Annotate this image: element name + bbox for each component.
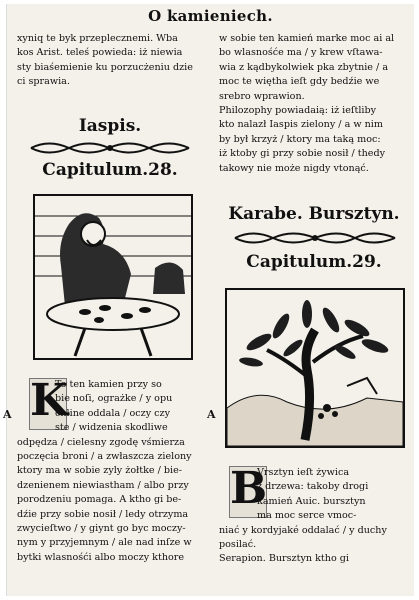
right-body-text xyxy=(219,466,409,567)
text-line: To ten kamien przy so xyxy=(55,379,162,390)
text-line: kos Arist. teleś powieda: iż niewia xyxy=(17,47,183,59)
woodcut-jeweler-illustration xyxy=(33,194,193,360)
chapter-title-karabe: Karabe. Bursztyn. xyxy=(228,204,400,224)
text-line: odpędza / cielesny zgodę vśmierza xyxy=(17,436,185,448)
text-line: dzenienem niewiastham / albo przy xyxy=(17,479,189,491)
running-title: O kamieniech. xyxy=(148,7,273,25)
text-line: ci sprawia. xyxy=(17,76,70,88)
ornament-divider xyxy=(29,141,191,155)
woodcut-tree-illustration xyxy=(225,288,405,448)
text-line: dźie przy sobie nosił / ledy otrzyma xyxy=(17,508,189,520)
margin-note: A xyxy=(3,408,12,421)
text-line: bytki wlasnośći albo moczy kthore xyxy=(17,551,185,563)
text-line: porodzeniu pomaga. A ktho gi be- xyxy=(17,494,182,506)
text-line: nym y przyjemnym / ale nad inſze w xyxy=(17,537,192,549)
text-line: ma moc serce vmoc- xyxy=(257,510,357,522)
margin-note: A xyxy=(207,408,216,421)
text-line: wia z kądbykolwiek pka zbytnie / a xyxy=(219,61,389,73)
left-body-text xyxy=(17,378,203,565)
text-line: by był krzyż / ktory ma taką moc: xyxy=(219,133,381,145)
text-line: chline oddala / oczy czy xyxy=(55,407,171,419)
text-line: takowy nie może nigdy vtonąć. xyxy=(219,162,369,174)
text-line: bie noſi, ograżke / y opu xyxy=(55,393,173,405)
text-line: zwycieſtwo / y giynt go byc moczy- xyxy=(17,523,186,535)
text-line: posilać. xyxy=(219,539,257,551)
chapter-title-jaspis: Iaspis. xyxy=(78,116,142,136)
amber-tree-figure xyxy=(227,290,403,446)
ornament-divider xyxy=(233,231,397,245)
text-line: Vrsztyn ieſt żywica xyxy=(257,467,350,478)
text-line: niać y kordyjaké oddalać / y duchy xyxy=(219,524,387,536)
text-line: bo wlasnośće ma / y krew vſtawa- xyxy=(219,47,383,59)
text-line: Philozophy powiadaią: iż ieſtliby xyxy=(219,105,377,117)
text-line: sty biaśemienie ku porzucżeniu dzie xyxy=(17,61,193,73)
text-line: moc te więtha ieſt gdy bedźie we xyxy=(219,76,380,88)
text-line: xyniq te byk przeplecznemi. Wba xyxy=(17,33,178,44)
chapter-number-29: Capitulum.29. xyxy=(246,252,382,272)
text-line: ktory ma w sobie zyly żołtke / bie- xyxy=(17,465,183,477)
left-top-text xyxy=(17,32,203,90)
text-line: kamień Auic. bursztyn xyxy=(257,495,366,507)
text-line: kto nalazł Iaspis zielony / a w nim xyxy=(219,119,383,131)
text-line: srebro wprawion. xyxy=(219,90,305,102)
chapter-number-28: Capitulum.28. xyxy=(42,160,178,180)
right-top-text xyxy=(219,32,409,176)
decorated-initial-b: B xyxy=(229,466,267,518)
text-line: poczęcia broni / a zwłaszcza zielony xyxy=(17,451,192,463)
text-line: w sobie ten kamień marke moc ai al xyxy=(219,33,395,44)
text-line: ste / widzenia skodliwe xyxy=(55,422,168,434)
text-line: Serapion. Bursztyn ktho gi xyxy=(219,553,349,565)
book-page xyxy=(3,4,414,596)
decorated-initial-k: K xyxy=(29,378,67,430)
text-line: z drzewa: takoby drogi xyxy=(257,481,369,493)
jeweler-figure xyxy=(35,196,191,358)
text-line: iż ktoby gi przy sobie nosił / thedy xyxy=(219,148,386,160)
